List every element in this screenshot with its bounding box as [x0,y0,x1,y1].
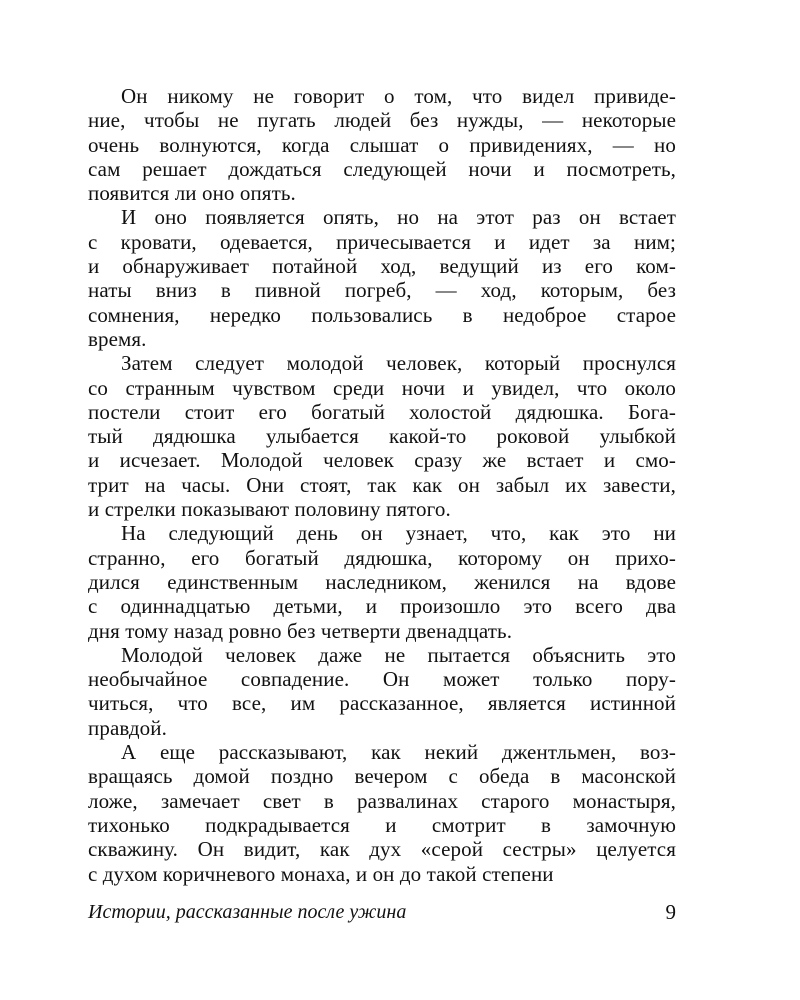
text-line: скважину. Он видит, как дух «серой сестры» целуется [88,837,676,862]
text-line: дился единственным наследником, женился на вдове [88,569,676,594]
text-line: с духом коричневого монаха, и он до такой степени [88,861,554,886]
text-line: и исчезает. Молодой человек сразу же встает и смо- [88,448,676,473]
text-line: ние, чтобы не пугать людей без нужды, — некоторые [88,108,676,133]
text-line: время. [88,326,147,351]
text-line: трит на часы. Они стоят, так как он забыл их завести, [88,472,676,497]
text-line: Он никому не говорит о том, что видел привиде- [121,84,676,108]
text-line: дня тому назад ровно без четверти двенадцать. [88,618,513,643]
text-line: На следующий день он узнает, что, как это ни [121,521,676,546]
text-line: и стрелки показывают половину пятого. [88,497,451,522]
text-line: с одиннадцатью детьми, и произошло это всего два [88,594,676,619]
text-line: вращаясь домой поздно вечером с обеда в масонской [88,764,676,789]
text-line: читься, что все, им рассказанное, является истинной [88,691,676,716]
paragraph [88,740,676,886]
paragraph [88,351,676,521]
page-footer [88,898,676,926]
paragraph [88,521,676,642]
page-number: 9 [665,900,676,924]
paragraph [88,84,676,205]
paragraph [88,205,676,351]
text-line: А еще рассказывают, как некий джентльмен, воз- [121,740,676,765]
text-line: сам решает дождаться следующей ночи и посмотреть, [88,156,676,181]
body-text [88,84,676,886]
text-line: наты вниз в пивной погреб, — ход, которым, без [88,278,676,303]
text-line: с кровати, одевается, причесывается и идет за ним; [88,229,676,254]
paragraph [88,643,676,740]
text-line: странно, его богатый дядюшка, которому он прихо- [88,545,676,570]
text-line: тый дядюшка улыбается какой-то роковой улыбкой [88,424,676,449]
text-line: тихонько подкрадывается и смотрит в замочную [88,812,676,837]
text-line: ложе, замечает свет в развалинах старого монастыря, [88,788,676,813]
text-line: постели стоит его богатый холостой дядюшка. Бога- [88,399,676,424]
running-title: Истории, рассказанные после ужина [88,901,407,923]
text-line: сомнения, нередко пользовались в недоброе старое [88,302,676,327]
text-line: правдой. [88,715,167,740]
text-line: появится ли оно опять. [88,181,296,206]
text-line: И оно появляется опять, но на этот раз он встает [121,205,676,230]
text-line: и обнаруживает потайной ход, ведущий из его ком- [88,254,676,279]
text-line: очень волнуются, когда слышат о привидениях, — но [88,132,676,157]
text-line: необычайное совпадение. Он может только пору- [88,667,676,692]
text-line: Затем следует молодой человек, который проснулся [121,351,676,376]
text-line: со странным чувством среди ночи и увидел, что около [88,375,676,400]
text-line: Молодой человек даже не пытается объяснить это [121,642,676,667]
